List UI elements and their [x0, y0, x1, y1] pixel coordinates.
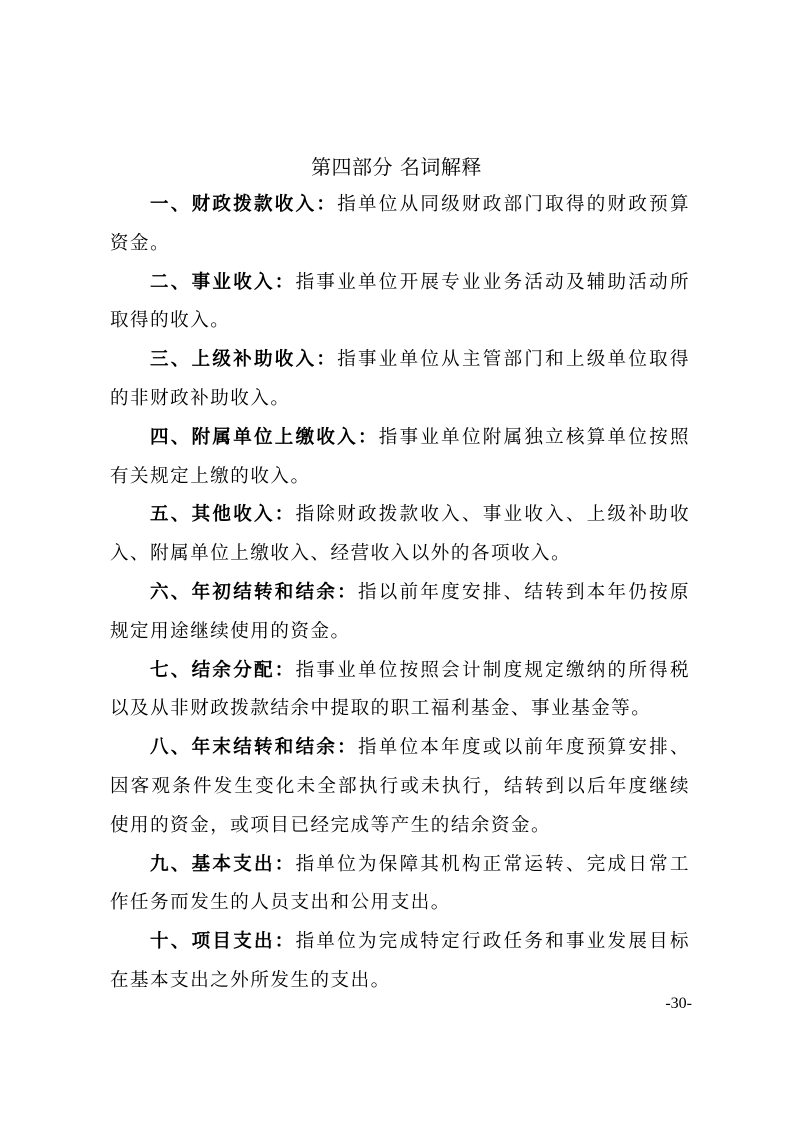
glossary-entry	[110, 419, 690, 497]
glossary-term: 十、项目支出：	[150, 931, 296, 953]
glossary-entry	[110, 652, 690, 730]
glossary-definition: 指以前年度安排、结转到本年仍按原规定用途继续使用的资金。	[110, 581, 690, 642]
glossary-term: 七、结余分配：	[150, 659, 296, 681]
glossary-definition: 指单位为完成特定行政任务和事业发展目标在基本支出之外所发生的支出。	[110, 931, 691, 991]
glossary-definition: 指事业单位从主管部门和上级单位取得的非财政补助收入。	[110, 349, 690, 409]
glossary-term: 八、年末结转和结余：	[150, 737, 358, 759]
glossary-term: 一、财政拨款收入：	[150, 194, 338, 215]
glossary-term: 九、基本支出：	[150, 853, 296, 875]
glossary-term: 六、年初结转和结余：	[150, 581, 358, 603]
glossary-term: 三、上级补助收入：	[150, 349, 338, 371]
glossary-entry	[110, 496, 690, 574]
glossary-entry	[110, 923, 690, 1001]
glossary-definition: 指事业单位附属独立核算单位按照有关规定上缴的收入。	[110, 426, 690, 487]
glossary-definition: 指单位从同级财政部门取得的财政预算资金。	[110, 194, 690, 254]
glossary-entry	[110, 264, 690, 342]
page-number: -30-	[665, 995, 692, 1012]
page-title: 第四部分 名词解释	[311, 155, 482, 179]
glossary-entry	[110, 846, 690, 924]
glossary-term: 二、事业收入：	[150, 271, 296, 293]
glossary-definition: 指除财政拨款收入、事业收入、上级补助收入、附属单位上缴收入、经营收入以外的各项收入。	[110, 504, 691, 565]
glossary-entry	[110, 729, 690, 845]
glossary-entry	[110, 574, 690, 652]
glossary-definition: 指单位为保障其机构正常运转、完成日常工作任务而发生的人员支出和公用支出。	[110, 853, 691, 914]
glossary-definition: 指单位本年度或以前年度预算安排、因客观条件发生变化未全部执行或未执行，结转到以后年度继续使用的资金，或项目已经完成等产生的结余资金。	[110, 737, 690, 836]
glossary-entry	[110, 341, 690, 419]
glossary-term: 五、其他收入：	[150, 504, 296, 526]
glossary-definition: 指事业单位开展专业业务活动及辅助活动所取得的收入。	[110, 271, 691, 332]
glossary-list	[110, 186, 690, 1001]
glossary-definition: 指事业单位按照会计制度规定缴纳的所得税以及从非财政拨款结余中提取的职工福利基金、事业基金等。	[110, 659, 691, 720]
glossary-entry	[110, 186, 690, 264]
glossary-term: 四、附属单位上缴收入：	[150, 426, 379, 448]
